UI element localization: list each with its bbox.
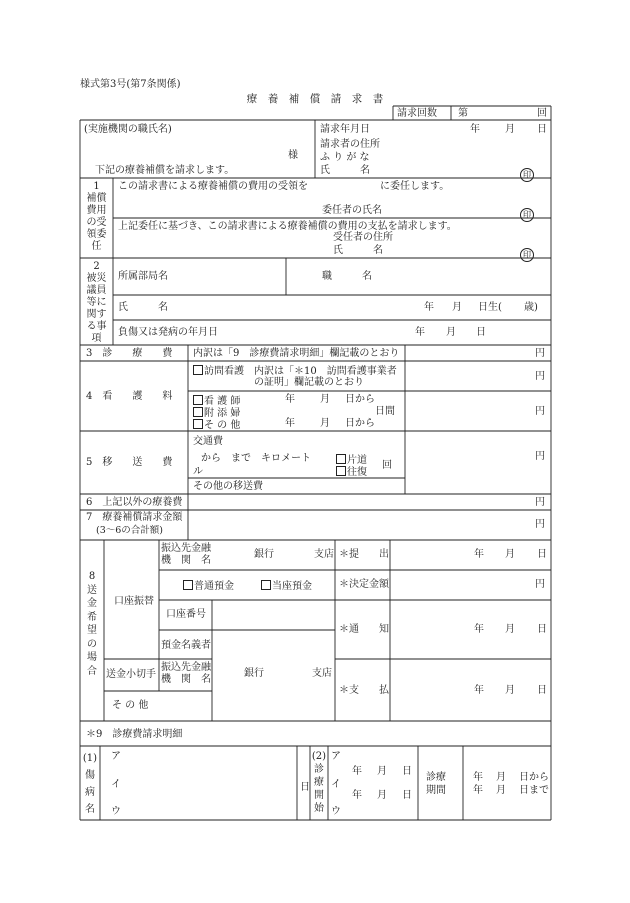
s4-yen: 円	[535, 406, 545, 417]
s9-from-month[interactable]: 月	[496, 772, 506, 783]
s9-disease-a: ア	[111, 751, 121, 762]
other-checkbox[interactable]	[193, 419, 203, 429]
round-trip-checkbox[interactable]	[336, 466, 346, 476]
s4-days: 日間	[375, 406, 395, 417]
s2-injury-month[interactable]: 月	[446, 327, 456, 338]
s6-yen: 円	[535, 497, 545, 508]
s4-visit-nursing[interactable]: 訪問看護 内訳は「＊10 訪問看護事業者	[193, 365, 397, 377]
s9-start-2-year[interactable]: 年	[352, 790, 362, 801]
s5-round-trip[interactable]: 往復	[336, 466, 367, 478]
s4-visit-yen: 円	[535, 371, 545, 382]
s3-yen: 円	[535, 348, 545, 359]
s8-label: 8 送 金 希 望 の 場 合	[87, 571, 97, 677]
s9-start-a: ア	[331, 751, 341, 762]
s4-other[interactable]: そ の 他	[193, 419, 240, 431]
claim-date-year[interactable]: 年	[470, 124, 480, 135]
s2-injury-year[interactable]: 年	[415, 327, 425, 338]
s6-label: 6 上記以外の療養費	[86, 497, 183, 508]
s9-until-month[interactable]: 月	[496, 785, 506, 796]
s8-postal-label: 送金小切手	[106, 669, 156, 680]
s5-one-way[interactable]: 片道	[336, 454, 367, 466]
s9-period-label: 診療	[426, 772, 446, 783]
s8-bank: 銀行	[254, 549, 274, 560]
s8-submit-label: ＊提 出	[339, 549, 389, 560]
claim-date-day[interactable]: 日	[537, 124, 547, 135]
s8-postal-bank-label-2: 機 関 名	[161, 674, 211, 685]
s5-transport-label: 交通費	[193, 436, 223, 447]
s8-branch: 支店	[314, 549, 334, 560]
s8-submit-year[interactable]: 年	[474, 549, 484, 560]
s1-receiver-address-label: 受任者の住所	[333, 232, 393, 243]
claim-date-month[interactable]: 月	[505, 124, 515, 135]
s1-request-text: 上記委任に基づき、この請求書による療養補償の費用の支払を請求します。	[118, 221, 457, 232]
s9-start-1-year[interactable]: 年	[352, 766, 362, 777]
s9-start-side: 日	[300, 782, 310, 793]
s9-start-u: ウ	[331, 806, 341, 817]
s8-notice-label: ＊通 知	[339, 624, 389, 635]
s1-label: 1 補償 費用 の受 領委 任	[86, 181, 107, 252]
claim-count-label: 請求回数	[397, 108, 437, 119]
receiver-seal-icon: 印	[520, 244, 534, 262]
applicant-name-label: 氏 名	[320, 165, 370, 176]
applicant-address-label: 請求者の住所	[320, 139, 380, 150]
s4-visit-nursing-2: の証明」欄記載のとおり	[254, 377, 364, 388]
s8-payment-year[interactable]: 年	[474, 685, 484, 696]
form-title: 療 養 補 償 請 求 書	[246, 93, 384, 105]
s5-other-label: その他の移送費	[193, 481, 263, 492]
claim-count-suffix: 回	[537, 108, 547, 119]
s9-from-label: 日から	[519, 772, 549, 783]
s9-disease-u: ウ	[111, 806, 121, 817]
delegator-seal-icon: 印	[520, 204, 534, 222]
checking-checkbox[interactable]	[261, 580, 271, 590]
s8-payment-month[interactable]: 月	[505, 685, 515, 696]
s9-title: ＊9 診療費請求明細	[86, 729, 183, 740]
s9-period-label-2: 期間	[426, 785, 446, 796]
form-id: 様式第3号(第7条関係)	[80, 79, 181, 90]
s2-label: 2 被災 議員 等に 関す る事 項	[86, 261, 107, 344]
s1-delegation-suffix: に委任します。	[380, 181, 450, 192]
s8-postal-branch: 支店	[312, 668, 332, 679]
s8-postal-bank-label: 振込先金融	[161, 662, 211, 673]
s7-label-sub: (3〜6の合計額)	[96, 525, 164, 536]
s4-nurse-month[interactable]: 月	[320, 394, 330, 405]
s9-start-label: (2) 診 療 開 始	[311, 751, 327, 814]
s2-injury-date-label: 負傷又は発病の年月日	[118, 327, 218, 338]
s9-until-label: 日まで	[519, 785, 549, 796]
attendant-checkbox[interactable]	[193, 407, 203, 417]
s9-start-1-day[interactable]: 日	[402, 766, 412, 777]
s8-payment-day[interactable]: 日	[537, 685, 547, 696]
s9-disease-label: (1) 傷 病 名	[82, 753, 98, 815]
s8-bank-name-label: 振込先金融	[161, 543, 211, 554]
s8-notice-month[interactable]: 月	[505, 624, 515, 635]
s4-attendant[interactable]: 附 添 婦	[193, 407, 240, 419]
s4-nurse[interactable]: 看 護 師	[193, 395, 240, 407]
s4-other-year[interactable]: 年	[285, 418, 295, 429]
s5-times: 回	[382, 460, 392, 471]
s8-ordinary[interactable]: 普通預金	[183, 580, 234, 592]
ordinary-checkbox[interactable]	[183, 580, 193, 590]
s2-name-label: 氏 名	[118, 302, 168, 313]
s5-route: から まで キロメート	[201, 453, 311, 464]
s9-start-1-month[interactable]: 月	[377, 766, 387, 777]
s8-notice-year[interactable]: 年	[474, 624, 484, 635]
s8-decided-yen: 円	[535, 579, 545, 590]
s9-start-2-month[interactable]: 月	[377, 790, 387, 801]
s9-disease-i: イ	[111, 779, 121, 790]
s4-nurse-from: 日から	[345, 394, 375, 405]
s9-start-i: イ	[331, 779, 341, 790]
s8-submit-month[interactable]: 月	[505, 549, 515, 560]
sama-label: 様	[288, 150, 298, 161]
s2-birth-age[interactable]: 歳)	[524, 302, 538, 313]
s2-position-label: 職 名	[322, 271, 372, 282]
request-text: 下記の療養補償を請求します。	[95, 165, 235, 176]
furigana-label: ふ り が な	[320, 152, 370, 163]
s2-birth-year[interactable]: 年	[424, 302, 434, 313]
one-way-checkbox[interactable]	[336, 454, 346, 464]
claim-date-label: 請求年月日	[320, 124, 370, 135]
s8-checking[interactable]: 当座預金	[261, 580, 312, 592]
s8-notice-day[interactable]: 日	[537, 624, 547, 635]
s1-delegation-text: この請求書による療養補償の費用の受領を	[118, 181, 308, 192]
s8-decided-label: ＊決定金額	[339, 579, 389, 590]
s2-dept-label: 所属部局名	[118, 271, 168, 282]
s2-birth-day[interactable]: 日生(	[478, 302, 502, 313]
nurse-checkbox[interactable]	[193, 395, 203, 405]
s7-yen: 円	[535, 519, 545, 530]
s3-text: 内訳は「9 診療費請求明細」欄記載のとおり	[193, 348, 400, 359]
s4-other-from: 日から	[345, 418, 375, 429]
s5-label: 5 移 送 費	[86, 457, 173, 468]
s2-injury-day[interactable]: 日	[476, 327, 486, 338]
s2-birth-month[interactable]: 月	[452, 302, 462, 313]
s1-delegator-label: 委任者の氏名	[322, 205, 382, 216]
s4-label: 4 看 護 料	[86, 391, 173, 402]
s8-account-holder-label: 預金名義者	[161, 640, 211, 651]
s9-until-year[interactable]: 年	[473, 785, 483, 796]
s3-label: 3 診 療 費	[86, 348, 173, 359]
s8-submit-day[interactable]: 日	[537, 549, 547, 560]
s5-yen: 円	[535, 451, 545, 462]
addressee-label: (実施機関の職氏名)	[84, 124, 172, 135]
claim-count-prefix: 第	[458, 108, 468, 119]
s5-route-2: ル	[193, 466, 203, 477]
s9-start-2-day[interactable]: 日	[402, 790, 412, 801]
s8-postal-bank: 銀行	[244, 668, 264, 679]
visit-checkbox[interactable]	[193, 365, 203, 375]
s8-payment-label: ＊支 払	[339, 685, 389, 696]
s4-other-month[interactable]: 月	[320, 418, 330, 429]
s1-receiver-name-label: 氏 名	[333, 245, 383, 256]
s4-nurse-year[interactable]: 年	[285, 394, 295, 405]
applicant-seal-icon: 印	[520, 164, 534, 182]
s8-transfer-label: 口座振替	[114, 596, 154, 607]
s7-label: 7 療養補償請求金額	[86, 512, 183, 523]
s8-account-no-label: 口座番号	[166, 609, 206, 620]
s8-other-label: そ の 他	[112, 700, 149, 711]
s8-bank-name-label-2: 機 関 名	[161, 555, 211, 566]
s9-from-year[interactable]: 年	[473, 772, 483, 783]
